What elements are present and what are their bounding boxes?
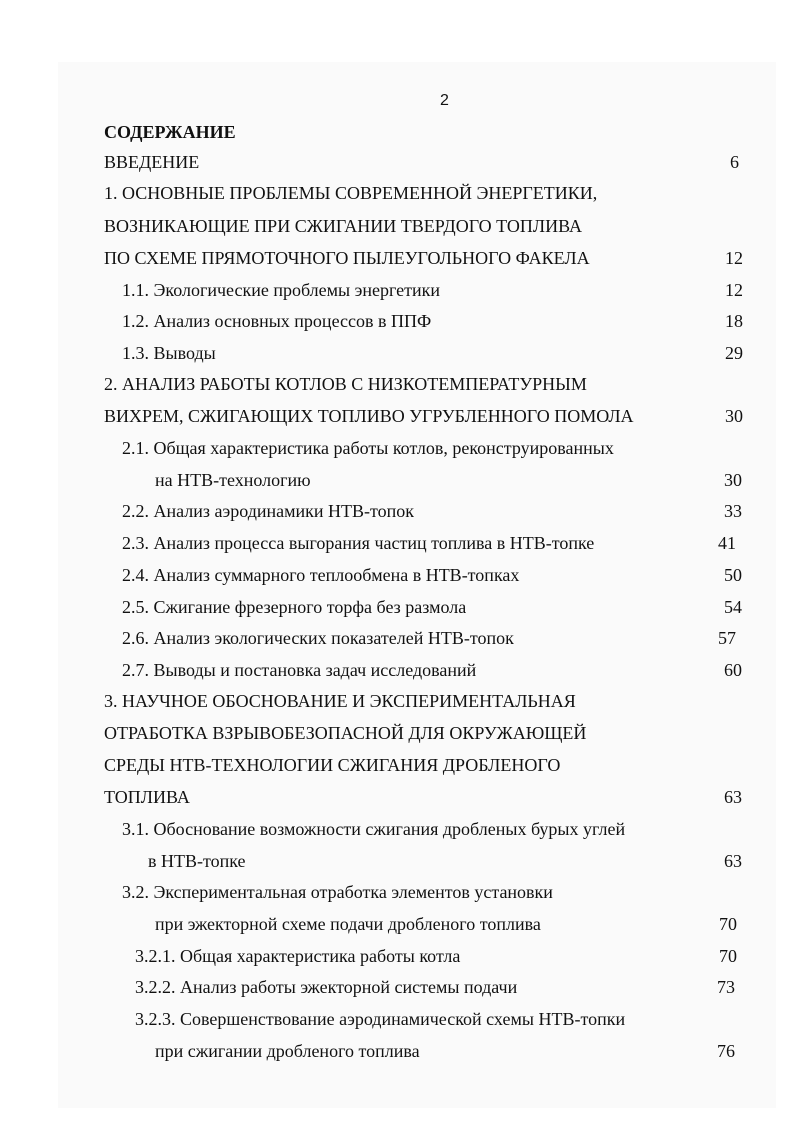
toc-entry-page: 6 xyxy=(730,152,739,172)
toc-entry-page: 60 xyxy=(724,660,742,680)
toc-entry-text: 1. ОСНОВНЫЕ ПРОБЛЕМЫ СОВРЕМЕННОЙ ЭНЕРГЕТИКИ, xyxy=(104,183,598,203)
toc-entry-page: 73 xyxy=(717,977,735,997)
toc-entry-page: 63 xyxy=(724,851,742,871)
toc-entry-text: 2.5. Сжигание фрезерного торфа без размола xyxy=(122,597,467,617)
toc-entry-page: 12 xyxy=(725,280,743,300)
toc-entry-text: 3.2.3. Совершенствование аэродинамической схемы НТВ-топки xyxy=(135,1009,626,1029)
toc-entry-page: 41 xyxy=(718,533,736,553)
toc-entry-text: 1.3. Выводы xyxy=(122,343,216,363)
toc-entry-page: 18 xyxy=(725,311,743,331)
toc-entry-text: СРЕДЫ НТВ-ТЕХНОЛОГИИ СЖИГАНИЯ ДРОБЛЕНОГО xyxy=(104,755,561,775)
toc-entry-text: 2. АНАЛИЗ РАБОТЫ КОТЛОВ С НИЗКОТЕМПЕРАТУРНЫМ xyxy=(104,374,587,394)
toc-entry-text: 3.1. Обоснование возможности сжигания дробленых бурых углей xyxy=(122,819,626,839)
toc-entry-page: 76 xyxy=(717,1041,735,1061)
toc-entry-text: на НТВ-технологию xyxy=(155,470,311,490)
toc-entry-page: 70 xyxy=(719,914,737,934)
toc-entry-page: 29 xyxy=(725,343,743,363)
toc-entry-page: 33 xyxy=(724,501,742,521)
toc-entry-text: 1.2. Анализ основных процессов в ППФ xyxy=(122,311,432,331)
page-number: 2 xyxy=(440,92,449,109)
toc-entry-text: 3. НАУЧНОЕ ОБОСНОВАНИЕ И ЭКСПЕРИМЕНТАЛЬНАЯ xyxy=(104,691,576,711)
toc-title: СОДЕРЖАНИЕ xyxy=(104,122,236,142)
toc-entry-page: 12 xyxy=(725,248,743,268)
toc-entry-page: 70 xyxy=(719,946,737,966)
toc-entry-text: при сжигании дробленого топлива xyxy=(155,1041,420,1061)
toc-entry-text: 2.2. Анализ аэродинамики НТВ-топок xyxy=(122,501,415,521)
toc-entry-page: 50 xyxy=(724,565,742,585)
toc-entry-text: ПО СХЕМЕ ПРЯМОТОЧНОГО ПЫЛЕУГОЛЬНОГО ФАКЕЛА xyxy=(104,248,590,268)
toc-entry-text: 1.1. Экологические проблемы энергетики xyxy=(122,280,440,300)
toc-entry-text: 3.2. Экспериментальная отработка элементов установки xyxy=(122,882,553,902)
toc-entry-text: ОТРАБОТКА ВЗРЫВОБЕЗОПАСНОЙ ДЛЯ ОКРУЖАЮЩЕЙ xyxy=(104,723,587,743)
toc-entry-page: 57 xyxy=(718,628,736,648)
toc-entry-page: 54 xyxy=(724,597,742,617)
toc-entry-page: 30 xyxy=(724,470,742,490)
toc-entry-text: при эжекторной схеме подачи дробленого топлива xyxy=(155,914,541,934)
toc-entry-text: 2.3. Анализ процесса выгорания частиц топлива в НТВ-топке xyxy=(122,533,595,553)
toc-entry-text: ВОЗНИКАЮЩИЕ ПРИ СЖИГАНИИ ТВЕРДОГО ТОПЛИВА xyxy=(104,216,582,236)
toc-entry-text: в НТВ-топке xyxy=(148,851,246,871)
toc-entry-text: 2.7. Выводы и постановка задач исследований xyxy=(122,660,477,680)
toc-entry-text: 2.1. Общая характеристика работы котлов, реконструированных xyxy=(122,438,614,458)
toc-entry-text: ТОПЛИВА xyxy=(104,787,190,807)
toc-entry-text: 3.2.1. Общая характеристика работы котла xyxy=(135,946,461,966)
toc-entry-text: ВИХРЕМ, СЖИГАЮЩИХ ТОПЛИВО УГРУБЛЕННОГО ПОМОЛА xyxy=(104,406,634,426)
toc-entry-page: 30 xyxy=(725,406,743,426)
toc-entry-page: 63 xyxy=(724,787,742,807)
toc-entry-text: 2.4. Анализ суммарного теплообмена в НТВ-топках xyxy=(122,565,520,585)
toc-entry-text: 2.6. Анализ экологических показателей НТВ-топок xyxy=(122,628,514,648)
toc-entry-text: ВВЕДЕНИЕ xyxy=(104,152,200,172)
toc-entry-text: 3.2.2. Анализ работы эжекторной системы подачи xyxy=(135,977,518,997)
